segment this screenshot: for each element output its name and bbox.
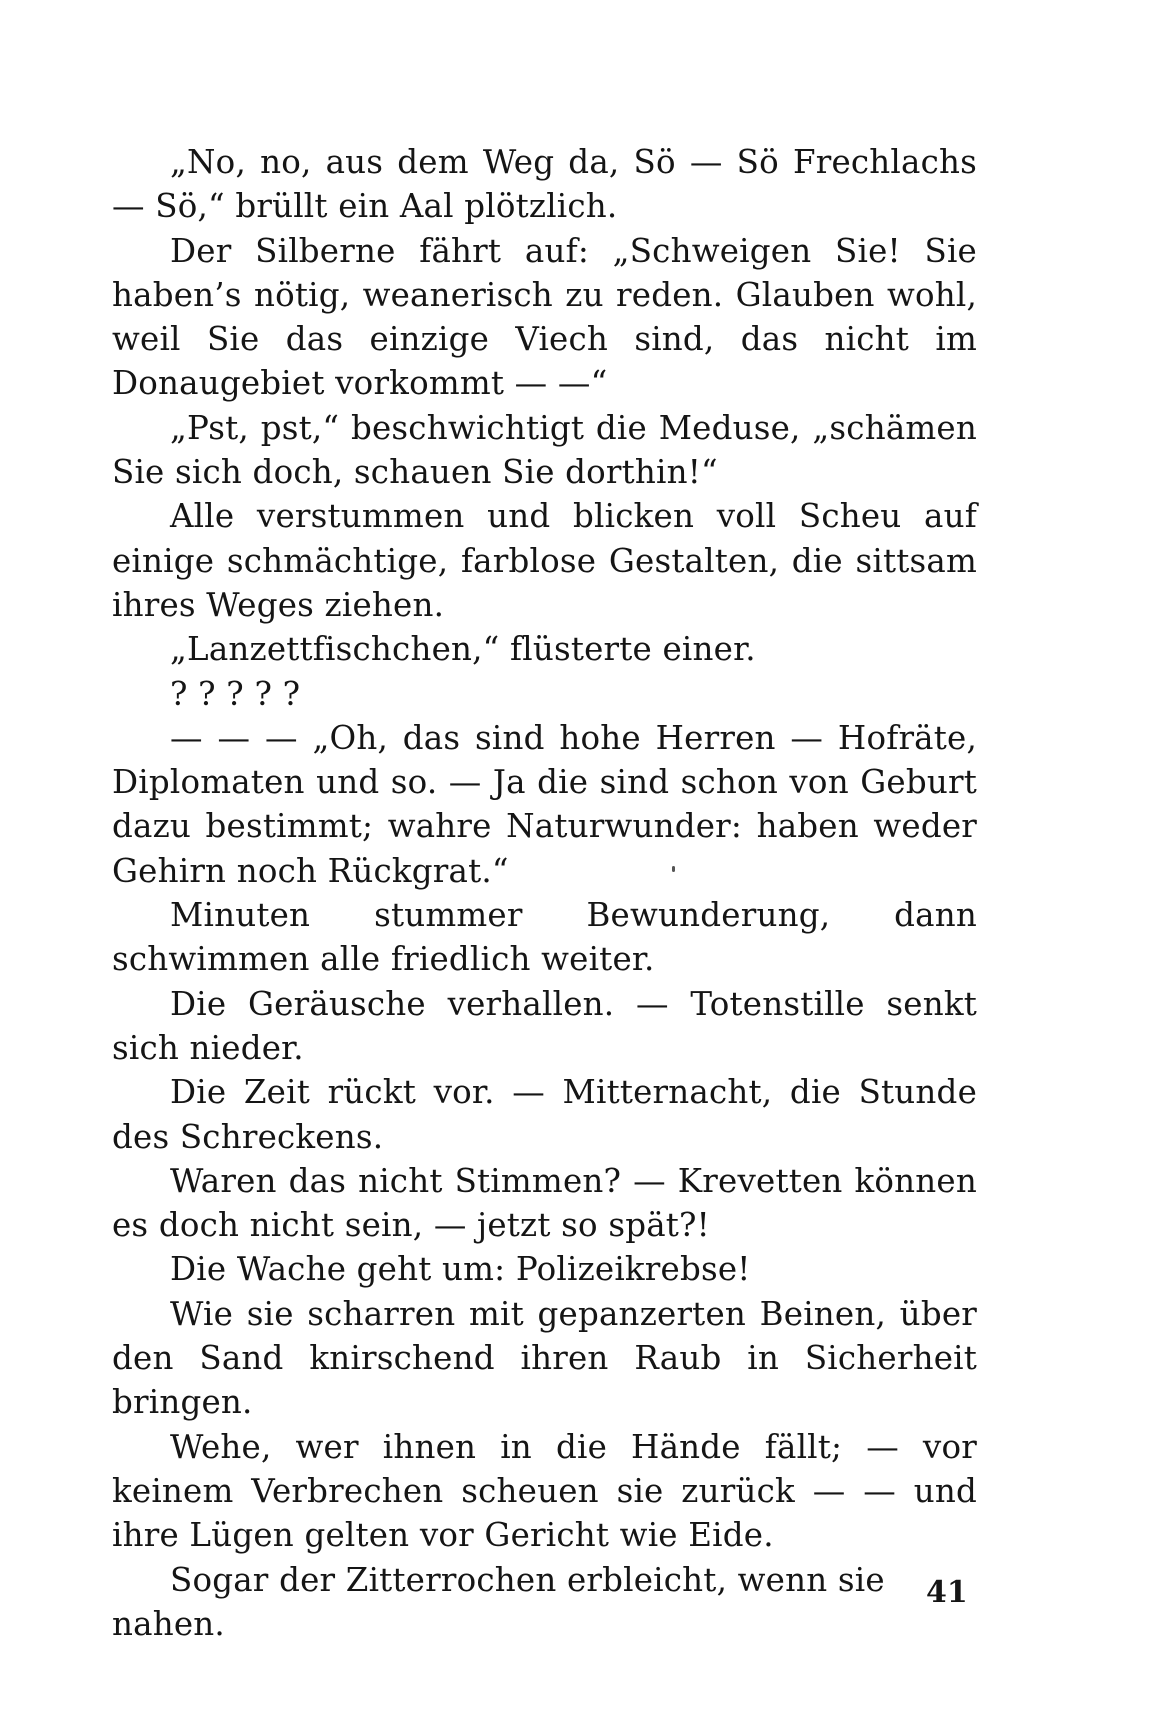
paragraph: Wehe, wer ihnen in die Hände fällt; — vor keinem Verbrechen scheuen sie zurück — — und ihre Lügen gelten vor Gericht wie Eide. (112, 1427, 977, 1555)
paragraph: Minuten stummer Bewunderung, dann schwimmen alle friedlich weiter. (112, 896, 977, 979)
paragraph: „No, no, aus dem Weg da, Sö — Sö Frechlachs — Sö,“ brüllt ein Aal plötzlich. (112, 143, 977, 226)
paragraph: — — — „Oh, das sind hohe Herren — Hofräte, Diplomaten und so. — Ja die sind schon von Geburt dazu bestimmt; wahre Naturwunder: haben weder Gehirn noch Rückgrat.“ (112, 718, 977, 890)
paragraph: Die Geräusche verhallen. — Totenstille senkt sich nieder. (112, 984, 977, 1067)
paragraph: Die Wache geht um: Polizeikrebse! (170, 1250, 751, 1289)
paragraph: Der Silberne fährt auf: „Schweigen Sie! Sie haben’s nötig, weanerisch zu reden. Glauben wohl, weil Sie das einzige Viech sind, das nicht im Donaugebiet vorkommt — —“ (112, 231, 977, 403)
body-text (112, 140, 977, 1646)
paragraph: Wie sie scharren mit gepanzerten Beinen, über den Sand knirschend ihren Raub in Sicherheit bringen. (112, 1294, 977, 1422)
print-speck (672, 866, 675, 872)
paragraph: Sogar der Zitterrochen erbleicht, wenn sie nahen. (112, 1560, 885, 1643)
paragraph: „Lanzettfischchen,“ flüsterte einer. (170, 630, 756, 669)
page-number: 41 (926, 1575, 968, 1610)
paragraph: Alle verstummen und blicken voll Scheu auf einige schmächtige, farblose Gestalten, die sittsam ihres Weges ziehen. (112, 497, 977, 624)
paragraph: ? ? ? ? ? (170, 674, 301, 713)
paragraph: Waren das nicht Stimmen? — Krevetten können es doch nicht sein, — jetzt so spät?! (112, 1161, 977, 1245)
paragraph: „Pst, pst,“ beschwichtigt die Meduse, „schämen Sie sich doch, schauen Sie dorthin!“ (112, 408, 977, 492)
paragraph: Die Zeit rückt vor. — Mitternacht, die Stunde des Schreckens. (112, 1073, 977, 1156)
